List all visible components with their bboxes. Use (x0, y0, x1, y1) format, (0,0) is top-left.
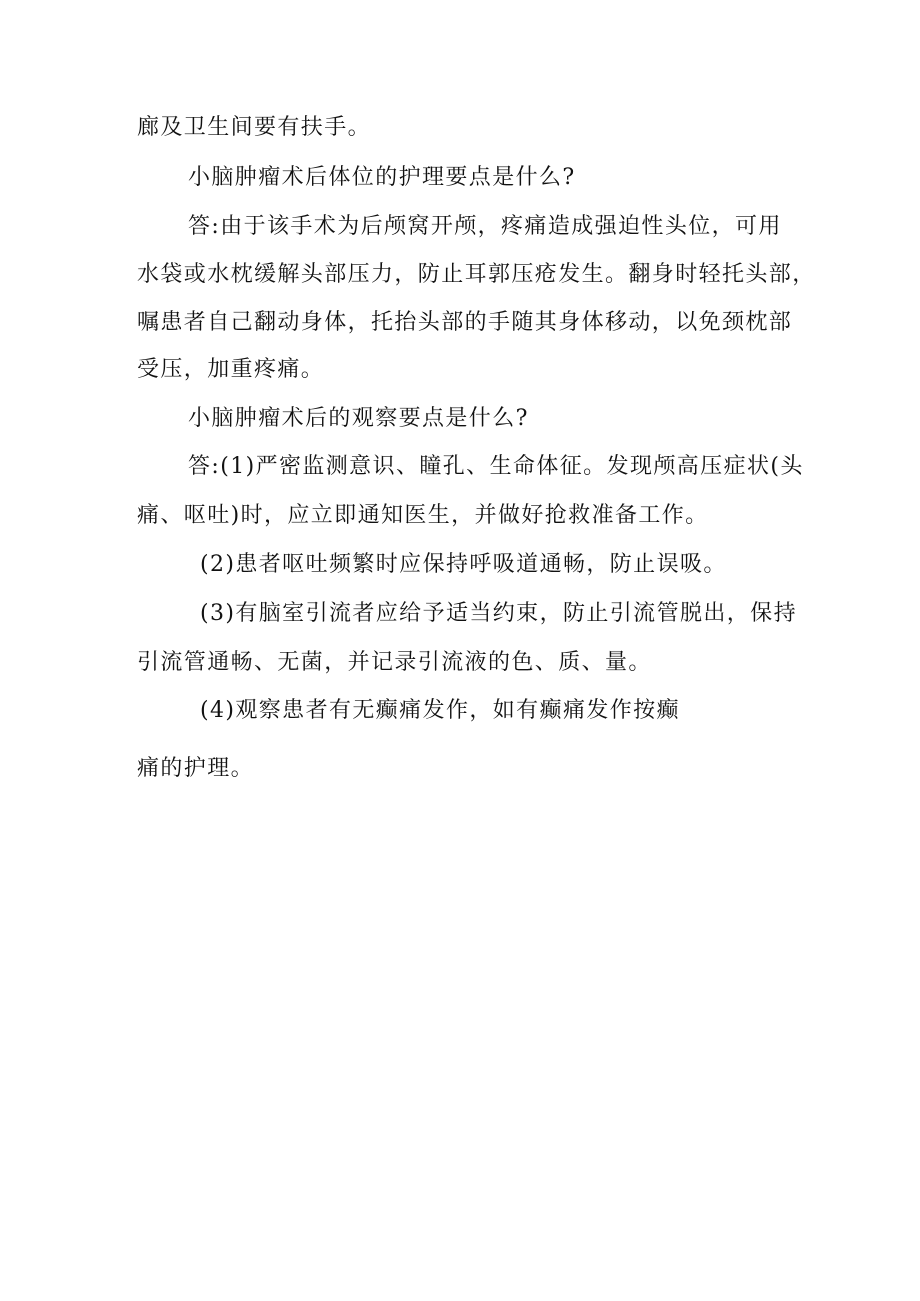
text-line: 痛的护理。 (137, 756, 255, 781)
list-item: (3)有脑室引流者应给予适当约束，防止引流管脱出，保持 (200, 601, 797, 626)
text-line: 受压，加重疼痛。 (137, 357, 325, 382)
text-line: 廊及卫生间要有扶手。 (137, 115, 372, 140)
answer-line: 答:(1)严密监测意识、瞳孔、生命体征。发现颅高压症状(头 (188, 454, 804, 479)
question-heading: 小脑肿瘤术后体位的护理要点是什么? (188, 165, 576, 190)
list-item: (4)观察患者有无癫痛发作，如有癫痛发作按癫 (200, 698, 680, 723)
text-line: 引流管通畅、无菌，并记录引流液的色、质、量。 (137, 650, 652, 675)
list-item: (2)患者呕吐频繁时应保持呼吸道通畅，防止误吸。 (200, 552, 727, 577)
text-line: 嘱患者自己翻动身体，托抬头部的手随其身体移动，以免颈枕部 (137, 310, 793, 335)
text-line: 水袋或水枕缓解头部压力，防止耳郭压疮发生。翻身时轻托头部， (137, 262, 816, 287)
question-heading: 小脑肿瘤术后的观察要点是什么? (188, 406, 529, 431)
answer-line: 答:由于该手术为后颅窝开颅，疼痛造成强迫性头位，可用 (188, 214, 782, 239)
text-line: 痛、呕吐)时，应立即通知医生，并做好抢救准备工作。 (137, 503, 709, 528)
